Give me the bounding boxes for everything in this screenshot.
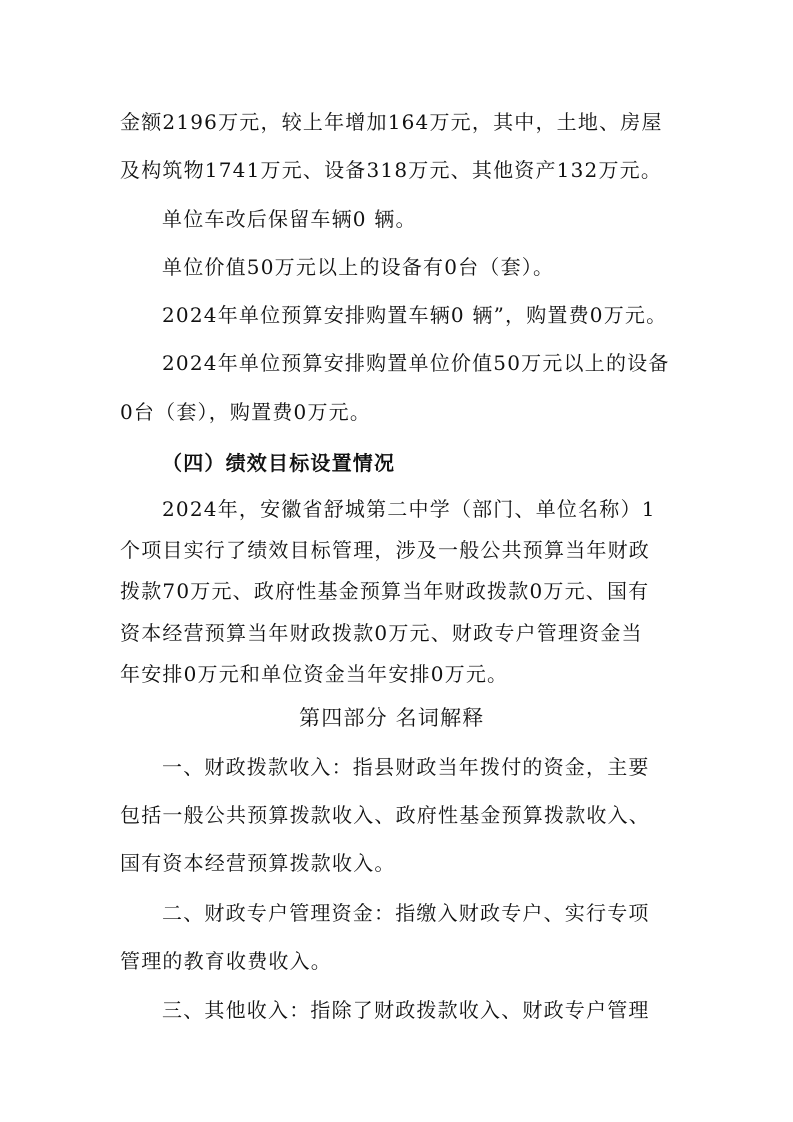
- paragraph-performance-line-1: 2024年，安徽省舒城第二中学（部门、单位名称）1: [162, 497, 656, 521]
- definition-special-account-line-2: 管理的教育收费收入。: [120, 949, 332, 973]
- paragraph-equipment-count: 单位价值50万元以上的设备有0台（套）。: [162, 255, 555, 279]
- paragraph-vehicle-purchase-budget: 2024年单位预算安排购置车辆0 辆”，购置费0万元。: [162, 303, 668, 327]
- paragraph-performance-line-5: 年安排0万元和单位资金当年安排0万元。: [120, 662, 509, 686]
- paragraph-performance-line-2: 个项目实行了绩效目标管理，涉及一般公共预算当年财政: [120, 538, 650, 562]
- paragraph-equipment-purchase-budget-line-2: 0台（套），购置费0万元。: [120, 400, 372, 424]
- paragraph-asset-amount-line-1: 金额2196万元，较上年增加164万元，其中，土地、房屋: [120, 110, 663, 134]
- paragraph-performance-line-3: 拨款70万元、政府性基金预算当年财政拨款0万元、国有: [120, 579, 650, 603]
- part-heading-glossary: 第四部分 名词解释: [299, 706, 485, 730]
- section-heading-performance-goals: （四）绩效目标设置情况: [162, 451, 396, 475]
- paragraph-asset-amount-line-2: 及构筑物1741万元、设备318万元、其他资产132万元。: [120, 158, 663, 182]
- definition-special-account-line-1: 二、财政专户管理资金：指缴入财政专户、实行专项: [162, 901, 650, 925]
- definition-fiscal-appropriation-line-2: 包括一般公共预算拨款收入、政府性基金预算拨款收入、: [120, 803, 650, 827]
- definition-fiscal-appropriation-line-1: 一、财政拨款收入：指县财政当年拨付的资金，主要: [162, 755, 650, 779]
- paragraph-equipment-purchase-budget-line-1: 2024年单位预算安排购置单位价值50万元以上的设备: [162, 351, 670, 375]
- paragraph-performance-line-4: 资本经营预算当年财政拨款0万元、财政专户管理资金当: [120, 621, 643, 645]
- paragraph-vehicles-retained: 单位车改后保留车辆0 辆。: [162, 207, 417, 231]
- definition-other-income-line-1: 三、其他收入：指除了财政拨款收入、财政专户管理: [162, 998, 650, 1022]
- definition-fiscal-appropriation-line-3: 国有资本经营预算拨款收入。: [120, 851, 396, 875]
